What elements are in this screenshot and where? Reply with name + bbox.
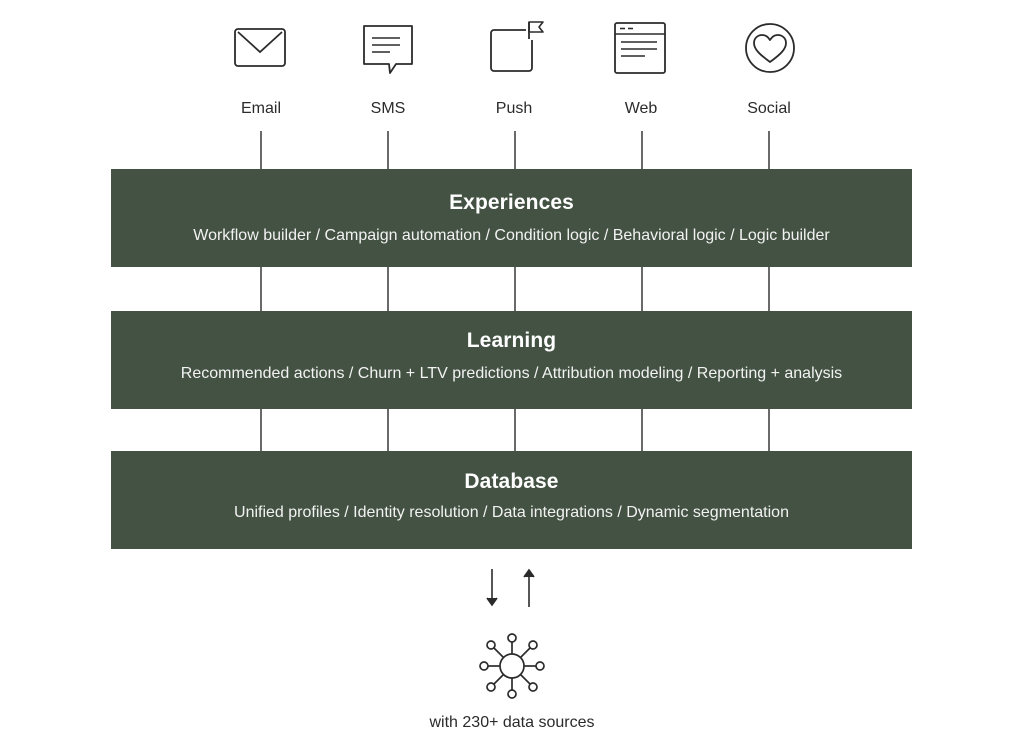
- channel-push: [459, 20, 569, 118]
- channel-label: SMS: [370, 100, 406, 117]
- layer-title: Learning: [466, 329, 557, 352]
- network-hub-icon: [478, 632, 546, 700]
- channel-sms: [333, 20, 443, 118]
- channel-social: [714, 20, 824, 118]
- layer-subtitle: Unified profiles / Identity resolution / Data integrations / Dynamic segmentation: [234, 504, 789, 521]
- down-arrow-icon: [487, 569, 497, 605]
- channel-label: Social: [747, 100, 791, 117]
- heart-icon: [737, 20, 801, 84]
- learning-layer: [111, 311, 912, 409]
- layer-title: Experiences: [449, 191, 574, 214]
- experiences-layer: [111, 169, 912, 267]
- channel-web: [586, 20, 696, 118]
- browser-window-icon: [609, 20, 673, 84]
- channel-email: [206, 20, 316, 118]
- channel-label: Web: [624, 100, 658, 117]
- database-layer: [111, 451, 912, 549]
- push-notification-icon: [482, 20, 546, 84]
- channel-label: Email: [240, 100, 281, 117]
- layer-subtitle: Recommended actions / Churn + LTV predictions / Attribution modeling / Reporting + analysis: [180, 365, 843, 382]
- data-sources-label: with 230+ data sources: [429, 714, 595, 731]
- channel-label: Push: [495, 100, 533, 117]
- layer-subtitle: Workflow builder / Campaign automation / Condition logic / Behavioral logic / Logic builder: [193, 227, 830, 244]
- envelope-icon: [229, 20, 293, 84]
- layer-title: Database: [464, 470, 559, 493]
- chat-bubble-icon: [356, 20, 420, 84]
- up-arrow-icon: [524, 570, 534, 607]
